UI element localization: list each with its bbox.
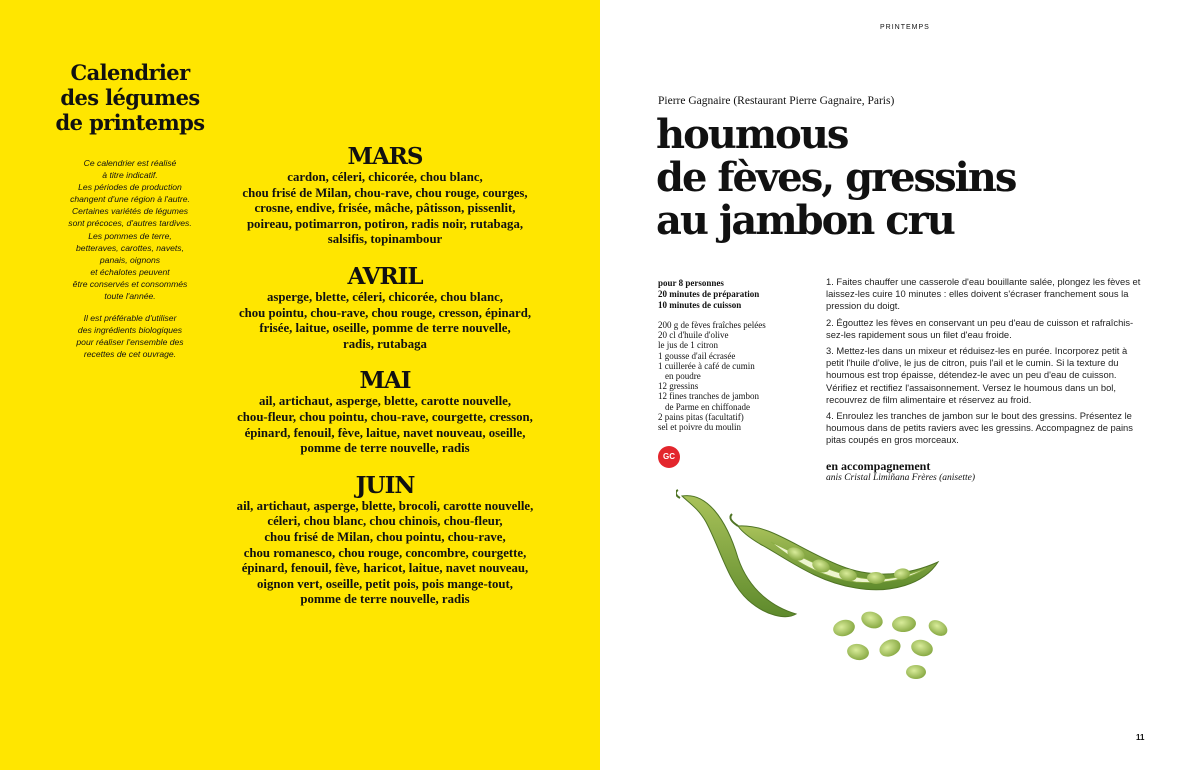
loose-bean xyxy=(909,637,934,658)
prep-time: 20 minutes de préparation xyxy=(658,289,760,299)
intro-line: à titre indicatif. xyxy=(102,170,158,181)
vegetable-list xyxy=(222,290,548,352)
month-name: JUIN xyxy=(355,471,415,499)
intro-line: changent d'une région à l'autre. xyxy=(70,194,190,205)
ingredient-line: 12 fines tranches de jambon xyxy=(658,391,759,402)
vegetable-line: pomme de terre nouvelle, radis xyxy=(300,592,470,607)
month-name: MAI xyxy=(359,367,411,395)
step-1: 1. Faites chauffer une casserole d'eau bouillante salée, plongez les fèves et laissez-les cuire 10 minutes : elles doivent s'écraser franchement sous la pression du doigt. xyxy=(826,276,1141,312)
loose-bean xyxy=(859,609,885,632)
ingredient-line: 200 g de fèves fraîches pelées xyxy=(658,320,766,330)
recipe-title-line: houmous xyxy=(656,111,848,158)
calendar-title-line: de printemps xyxy=(55,110,205,135)
step-2: 2. Égouttez les fèves en conservant un peu d'eau de cuisson et rafraîchis-sez-les rapidement sous un filet d'eau froide. xyxy=(826,316,1134,340)
accompaniment-text: anis Cristal Limiñana Frères (anisette) xyxy=(826,473,976,483)
right-page xyxy=(600,0,1200,770)
gc-badge: GC xyxy=(658,446,680,468)
vegetable-line: pomme de terre nouvelle, radis xyxy=(300,441,470,456)
loose-bean xyxy=(891,615,916,633)
ingredient-line: sel et poivre du moulin xyxy=(658,422,741,433)
intro-line: toute l'année. xyxy=(104,291,156,302)
intro-line: Il est préférable d'utiliser xyxy=(83,313,177,324)
intro-line: panais, oignons xyxy=(99,254,161,265)
vegetable-line: asperge, blette, céleri, chicorée, chou blanc, xyxy=(267,289,503,304)
chef-credit: Pierre Gagnaire (Restaurant Pierre Gagnaire, Paris) xyxy=(658,95,895,107)
ingredient-list xyxy=(658,320,818,432)
cook-time: 10 minutes de cuisson xyxy=(658,300,742,310)
recipe-title-line: au jambon cru xyxy=(656,197,954,244)
ingredient-line: le jus de 1 citron xyxy=(658,340,718,351)
intro-line: Les pommes de terre, xyxy=(88,230,172,241)
month-mars xyxy=(222,143,548,248)
intro-line: Ce calendrier est réalisé xyxy=(83,158,177,168)
vegetable-line: épinard, fenouil, fève, laitue, navet nouveau, oseille, xyxy=(244,425,526,440)
vegetable-line: chou frisé de Milan, chou pointu, chou-rave, xyxy=(264,529,506,544)
calendar-title-line: des légumes xyxy=(60,85,200,110)
vegetable-line: chou pointu, chou-rave, chou rouge, cresson, épinard, xyxy=(238,305,532,320)
month-juin xyxy=(222,472,548,608)
intro-line: des ingrédients biologiques xyxy=(77,325,183,336)
ingredient-line: 2 pains pitas (facultatif) xyxy=(658,411,744,422)
ingredient-line: 20 cl d'huile d'olive xyxy=(658,330,729,341)
intro-gap xyxy=(55,302,205,312)
vegetable-line: cardon, céleri, chicorée, chou blanc, xyxy=(287,170,483,184)
recipe-meta xyxy=(658,278,818,311)
vegetable-line: céleri, chou blanc, chou chinois, chou-fleur, xyxy=(267,514,503,529)
closed-pod xyxy=(682,496,796,617)
vegetable-line: radis, rutabaga xyxy=(343,336,427,351)
vegetable-line: chou romanesco, chou rouge, concombre, courgette, xyxy=(243,545,527,560)
intro-line: être conservés et consommés xyxy=(72,278,188,289)
vegetable-line: chou-fleur, chou pointu, chou-rave, courgette, cresson, xyxy=(237,409,533,424)
vegetable-list xyxy=(222,499,548,608)
intro-line: sont précoces, d'autres tardives. xyxy=(68,218,192,229)
month-name: AVRIL xyxy=(347,262,423,290)
vegetable-list xyxy=(222,394,548,456)
month-name: MARS xyxy=(347,143,423,170)
calendar-title-line: Calendrier xyxy=(70,60,190,85)
recipe-steps xyxy=(826,276,1144,451)
recipe-title xyxy=(656,113,1176,242)
vegetable-line: ail, artichaut, asperge, blette, brocoli, carotte nouvelle, xyxy=(236,498,534,513)
step-3: 3. Mettez-les dans un mixeur et réduisez-les en purée. Incorporez petit à petit l'huile d'olive, le jus de citron, puis l'ail et le cumin. Si la texture du houmous est trop épaisse, détendez-le avec un peu d'eau de cuisson. Vérifiez et rectifiez l'assaisonnement. Versez le houmous dans un bol, recouvrez de film alimentaire et réservez au froid. xyxy=(826,345,1128,405)
ingredient-line: en poudre xyxy=(665,371,701,382)
fava-bean-illustration xyxy=(676,488,976,688)
page-number: 11 xyxy=(1136,733,1145,742)
ingredient-line: 12 gressins xyxy=(658,381,699,392)
ingredient-line: 1 cuillerée à café de cumin xyxy=(658,360,755,371)
loose-bean xyxy=(877,636,904,660)
intro-line: Certaines variétés de légumes xyxy=(71,206,189,217)
vegetable-line: chou frisé de Milan, chou-rave, chou rouge, courges, xyxy=(242,185,528,200)
intro-line: recettes de cet ouvrage. xyxy=(83,349,177,360)
section-label: PRINTEMPS xyxy=(880,24,930,31)
loose-bean xyxy=(831,617,856,638)
pod-stem xyxy=(676,490,680,498)
accompaniment-title: en accompagnement xyxy=(826,459,931,473)
loose-bean xyxy=(846,642,870,662)
calendar-title xyxy=(40,60,220,135)
loose-bean xyxy=(906,665,926,679)
vegetable-line: frisée, laitue, oseille, pomme de terre nouvelle, xyxy=(259,321,511,336)
vegetable-line: ail, artichaut, asperge, blette, carotte nouvelle, xyxy=(258,394,512,409)
vegetable-line: épinard, fenouil, fève, haricot, laitue, navet nouveau, xyxy=(241,561,529,576)
month-mai xyxy=(222,367,548,456)
ingredient-line: de Parme en chiffonade xyxy=(665,401,751,412)
servings: pour 8 personnes xyxy=(658,278,724,288)
month-list xyxy=(222,143,548,623)
loose-bean xyxy=(926,617,950,639)
vegetable-line: oignon vert, oseille, petit pois, pois mange-tout, xyxy=(257,576,513,591)
pod-stem xyxy=(730,514,738,526)
calendar-intro xyxy=(55,157,205,361)
intro-line: et échalotes peuvent xyxy=(90,266,170,277)
ingredient-line: 1 gousse d'ail écrasée xyxy=(658,350,736,361)
vegetable-line: crosne, endive, frisée, mâche, pâtisson, pissenlit, xyxy=(254,201,516,216)
step-4: 4. Enroulez les tranches de jambon sur le bout des gressins. Présentez le houmous dans de petits raviers avec les gressins. Accompagnez de pains pitas coupés en gros morceaux. xyxy=(826,410,1133,446)
recipe-title-line: de fèves, gressins xyxy=(656,154,1016,201)
open-pod xyxy=(738,526,938,590)
vegetable-line: salsifis, topinambour xyxy=(327,232,443,247)
intro-line: pour réaliser l'ensemble des xyxy=(76,337,184,348)
vegetable-line: poireau, potimarron, potiron, radis noir, rutabaga, xyxy=(246,216,524,231)
vegetable-list xyxy=(222,170,548,248)
intro-line: Les périodes de production xyxy=(78,182,182,193)
month-avril xyxy=(222,263,548,352)
intro-line: betteraves, carottes, navets, xyxy=(76,242,184,253)
